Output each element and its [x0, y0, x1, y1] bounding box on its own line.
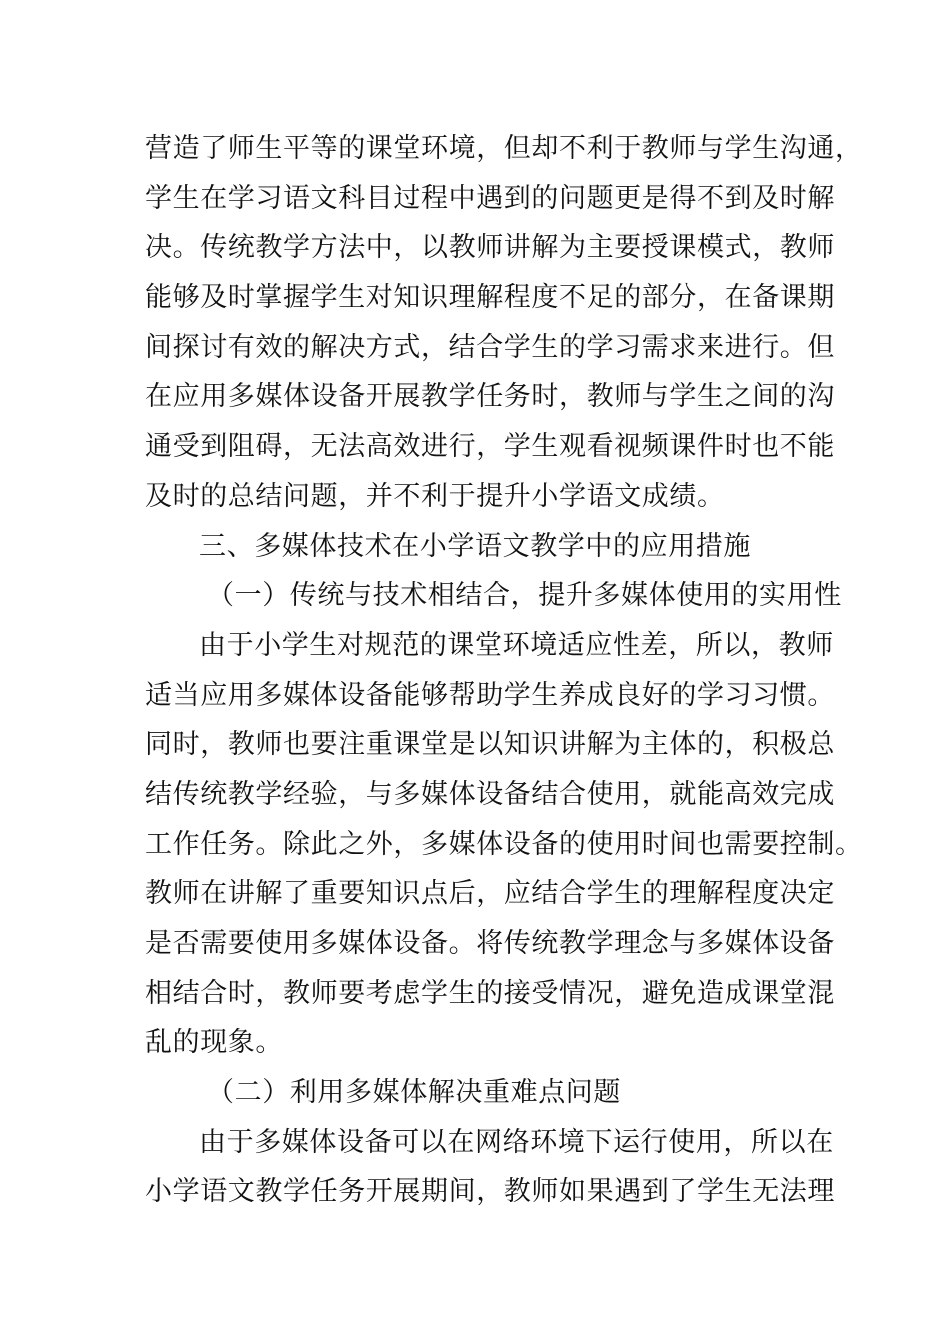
text-line: 通受到阻碍，无法高效进行，学生观看视频课件时也不能	[145, 431, 835, 463]
text-line: 由于多媒体设备可以在网络环境下运行使用，所以在	[199, 1126, 834, 1158]
text-line: （二）利用多媒体解决重难点问题	[207, 1077, 621, 1109]
text-line: 教师在讲解了重要知识点后，应结合学生的理解程度决定	[145, 878, 835, 910]
text-line: 三、多媒体技术在小学语文教学中的应用措施	[199, 530, 751, 562]
text-line: 由于小学生对规范的课堂环境适应性差，所以，教师	[199, 629, 834, 661]
text-line: 是否需要使用多媒体设备。将传统教学理念与多媒体设备	[145, 928, 835, 959]
document-body	[145, 124, 863, 1217]
text-line: 间探讨有效的解决方式，结合学生的学习需求来进行。但	[145, 331, 835, 363]
text-line: 结传统教学经验，与多媒体设备结合使用，就能高效完成	[145, 778, 835, 810]
text-line: 决。传统教学方法中，以教师讲解为主要授课模式，教师	[145, 232, 835, 264]
text-line: 学生在学习语文科目过程中遇到的问题更是得不到及时解	[145, 182, 835, 214]
text-line: （一）传统与技术相结合，提升多媒体使用的实用性	[207, 580, 842, 612]
text-line: 小学语文教学任务开展期间，教师如果遇到了学生无法理	[145, 1176, 835, 1208]
text-line: 同时，教师也要注重课堂是以知识讲解为主体的，积极总	[145, 729, 835, 761]
text-line: 工作任务。除此之外，多媒体设备的使用时间也需要控制。	[145, 828, 863, 860]
text-line: 在应用多媒体设备开展教学任务时，教师与学生之间的沟	[145, 381, 835, 413]
text-line: 适当应用多媒体设备能够帮助学生养成良好的学习习惯。	[145, 679, 835, 711]
text-line: 乱的现象。	[145, 1027, 283, 1059]
text-line: 相结合时，教师要考虑学生的接受情况，避免造成课堂混	[145, 977, 835, 1009]
text-line: 能够及时掌握学生对知识理解程度不足的部分，在备课期	[145, 282, 835, 314]
text-line: 营造了师生平等的课堂环境，但却不利于教师与学生沟通，	[145, 133, 863, 164]
text-line: 及时的总结问题，并不利于提升小学语文成绩。	[145, 480, 725, 512]
